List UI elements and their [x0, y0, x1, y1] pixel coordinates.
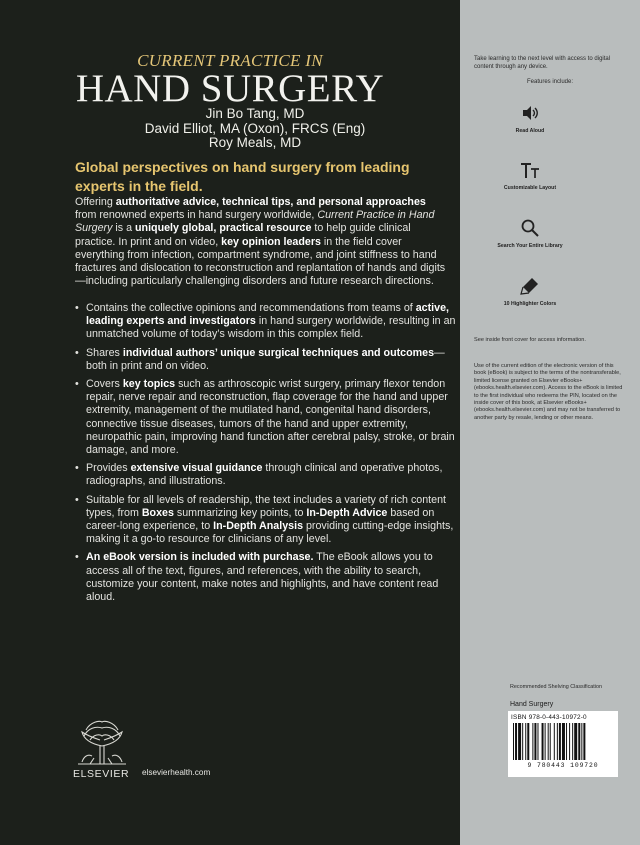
feature-bullet-list: [75, 302, 458, 609]
feature-label: 10 Highlighter Colors: [503, 301, 557, 307]
elsevier-tree-logo-icon: [74, 718, 130, 766]
shelving-value: Hand Surgery: [510, 701, 554, 708]
list-item: • An eBook version is included with purchase. The eBook allows you to access all of the text, figures, and references, with the ability to search, customize your content, make notes and highlights, and have content read aloud.: [86, 551, 458, 604]
feature-label: Search Your Entire Library: [497, 243, 563, 249]
book-title: HAND SURGERY: [75, 67, 385, 110]
isbn-text: ISBN 978-0-443-10972-0: [511, 714, 587, 721]
access-note: See inside front cover for access information.: [474, 337, 586, 343]
shelving-label: Recommended Shelving Classification: [510, 684, 602, 690]
author-name: Jin Bo Tang, MD: [205, 106, 305, 121]
publisher-url: elsevierhealth.com: [142, 768, 211, 777]
sidebar-intro: Take learning to the next level with access to digital content through any device.: [474, 56, 611, 70]
publisher-name: ELSEVIER: [73, 768, 130, 780]
license-terms: Use of the current edition of the electronic version of this book (eBook) is subject to the terms of the nontransferable, limited license granted on Elsevier eBooks+ (ebooks.health.elsevier.com). Access to the eBook is limited to the first individual who redeems the PIN, located on the inside cover of this book, at Elsevier eBooks+ (ebooks.health.elsevier.com) and may not be transferred to another party by resale, lending or other means.: [474, 363, 623, 421]
list-item: • Covers key topics such as arthroscopic wrist surgery, primary flexor tendon repair, nerve repair and reconstruction, flap coverage for the hand and upper extremity, management of the mutilated hand, congenital hand disorders, connective tissue diseases, tumors of the hand and upper extremity, neuropathic pain, improving hand function after cerebral palsy, stroke, or brain damage, and more.: [86, 378, 458, 457]
search-icon: [520, 218, 540, 238]
text-size-icon: [520, 161, 540, 181]
list-item: • Contains the collective opinions and recommendations from teams of active, leading experts and investigators in hand surgery worldwide, resulting in an unmatched volume of today’s wisdom in this complex field.: [86, 302, 458, 342]
speaker-icon: [520, 103, 540, 123]
author-name: Roy Meals, MD: [208, 135, 302, 150]
list-item: • Provides extensive visual guidance through clinical and operative photos, radiographs, and illustrations.: [86, 462, 458, 488]
barcode-digits: 9 780443 109720: [527, 762, 599, 769]
list-item: • Suitable for all levels of readership, the text includes a variety of rich content types, from Boxes summarizing key points, to In-Depth Advice based on career-long experience, to In-Depth Analysis providing cutting-edge insights, making it a go-to resource for clinicians of any level.: [86, 494, 458, 547]
series-title: CURRENT PRACTICE IN: [137, 51, 323, 70]
feature-label: Read Aloud: [515, 128, 545, 134]
intro-paragraph: Offering authoritative advice, technical tips, and personal approaches from renowned experts in hand surgery worldwide, Current Practice in Hand Surgery is a uniquely global, practical resource to help guide clinical practice. In print and on video, key opinion leaders in the field cover everything from infection, compartment syndrome, and joint stiffness to hand fractures and dislocation to reconstruction and replantation of hands and digits—including particularly challenging disorders and future research directions.: [75, 196, 446, 288]
feature-label: Customizable Layout: [503, 185, 557, 191]
author-list: [0, 107, 510, 151]
tagline: Global perspectives on hand surgery from leading experts in the field.: [75, 159, 410, 194]
list-item: • Shares individual authors’ unique surgical techniques and outcomes—both in print and on video.: [86, 347, 458, 373]
barcode-graphic: [513, 723, 611, 760]
highlighter-icon: [520, 276, 540, 296]
author-name: David Elliot, MA (Oxon), FRCS (Eng): [144, 120, 366, 136]
features-heading: Features include:: [526, 79, 574, 85]
